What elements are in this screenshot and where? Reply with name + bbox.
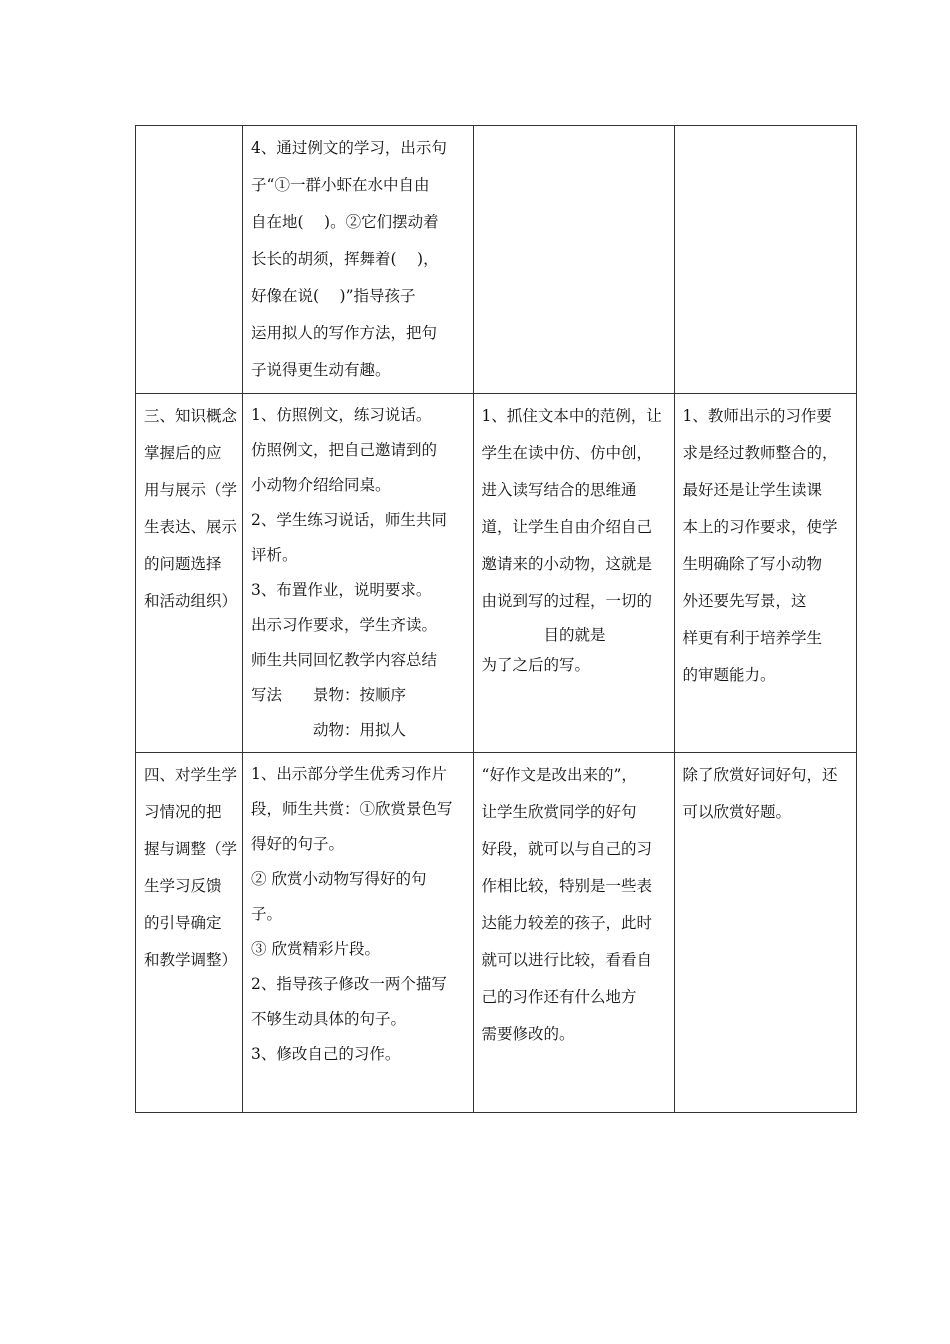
text-line: 和教学调整） [144, 951, 238, 969]
text-line: 可以欣赏好题。 [682, 803, 792, 821]
text-line: 1、出示部分学生优秀习作片 [251, 765, 447, 783]
text-line: 1、仿照例文，练习说话。 [251, 406, 432, 424]
stage-cell [136, 126, 243, 394]
activity-cell [243, 126, 474, 394]
text-line: 3、布置作业，说明要求。 [251, 581, 432, 599]
text-line: 生学习反馈 [144, 877, 222, 895]
text-line: 运用拟人的写作方法，把句 [251, 324, 438, 342]
intent-cell [473, 753, 674, 1113]
table-row [136, 126, 857, 394]
reflection-cell [674, 753, 856, 1113]
text-line: 目的就是 [543, 626, 606, 644]
text-line: 小动物介绍给同桌。 [251, 476, 391, 494]
intent-cell [473, 394, 674, 753]
text-line: 师生共同回忆教学内容总结 [251, 651, 438, 669]
text-line: ② 欣赏小动物写得好的句 [251, 870, 427, 888]
text-line: 本上的习作要求，使学 [682, 518, 838, 536]
text-line: 3、修改自己的习作。 [251, 1045, 401, 1063]
text-line: 评析。 [251, 546, 298, 564]
text-line: 子“①一群小虾在水中自由 [251, 176, 430, 194]
text-line: 段，师生共赏：①欣赏景色写 [251, 800, 453, 818]
text-line: 长长的胡须，挥舞着( )， [251, 250, 439, 268]
text-line: 动物：用拟人 [251, 721, 407, 739]
reflection-cell [674, 126, 856, 394]
text-line: 让学生欣赏同学的好句 [481, 803, 637, 821]
text-line: 写法 景物：按顺序 [251, 686, 407, 704]
stage-cell [136, 753, 243, 1113]
text-line: 4、通过例文的学习，出示句 [251, 139, 447, 157]
text-line: 自在地( )。②它们摆动着 [251, 213, 439, 231]
text-line: 己的习作还有什么地方 [481, 988, 637, 1006]
text-line: 进入读写结合的思维通 [481, 481, 637, 499]
text-line: 子。 [251, 905, 283, 923]
text-line: 作相比较，特别是一些表 [481, 877, 653, 895]
text-line: 为了之后的写。 [481, 656, 591, 674]
text-line: 2、指导孩子修改一两个描写 [251, 975, 447, 993]
text-line: 四、对学生学 [144, 766, 238, 784]
text-line: 掌握后的应 [144, 444, 222, 462]
text-line: 好段，就可以与自己的习 [481, 840, 653, 858]
text-line: 生明确除了写小动物 [682, 555, 823, 573]
text-line: 需要修改的。 [481, 1025, 575, 1043]
text-line: 生表达、展示 [144, 518, 238, 536]
text-line: 子说得更生动有趣。 [251, 361, 391, 379]
activity-cell [243, 394, 474, 753]
text-line: 样更有利于培养学生 [682, 629, 823, 647]
text-line: 用与展示（学 [144, 481, 238, 499]
text-line: 达能力较差的孩子，此时 [481, 914, 653, 932]
text-line: 习情况的把 [144, 803, 222, 821]
text-line: 最好还是让学生读课 [682, 481, 823, 499]
text-line: ③ 欣赏精彩片段。 [251, 940, 380, 958]
text-line: 由说到写的过程，一切的 [481, 592, 653, 610]
text-line: 的引导确定 [144, 914, 222, 932]
text-line: 1、教师出示的习作要 [682, 407, 832, 425]
reflection-cell [674, 394, 856, 753]
activity-cell [243, 753, 474, 1113]
text-line: 除了欣赏好词好句，还 [682, 766, 838, 784]
text-line: 邀请来的小动物，这就是 [481, 555, 653, 573]
text-line: “好作文是改出来的”， [481, 766, 637, 784]
text-line: 求是经过教师整合的， [682, 444, 838, 462]
text-line: 不够生动具体的句子。 [251, 1010, 407, 1028]
text-line: 仿照例文，把自己邀请到的 [251, 441, 438, 459]
text-line: 外还要先写景，这 [682, 592, 807, 610]
text-line: 的问题选择 [144, 555, 222, 573]
table-row [136, 394, 857, 753]
intent-cell [473, 126, 674, 394]
text-line: 好像在说( )”指导孩子 [251, 287, 416, 305]
text-line: 2、学生练习说话，师生共同 [251, 511, 447, 529]
text-line: 和活动组织） [144, 592, 238, 610]
text-line: 得好的句子。 [251, 835, 345, 853]
text-line: 1、抓住文本中的范例，让 [481, 407, 662, 425]
text-line: 学生在读中仿、仿中创， [481, 444, 653, 462]
text-line: 道，让学生自由介绍自己 [481, 518, 653, 536]
text-line: 握与调整（学 [144, 840, 238, 858]
text-line: 就可以进行比较，看看自 [481, 951, 653, 969]
table-row [136, 753, 857, 1113]
stage-cell [136, 394, 243, 753]
lesson-plan-table [135, 125, 857, 1113]
text-line: 三、知识概念 [144, 407, 238, 425]
text-line: 的审题能力。 [682, 666, 776, 684]
text-line: 出示习作要求，学生齐读。 [251, 616, 438, 634]
